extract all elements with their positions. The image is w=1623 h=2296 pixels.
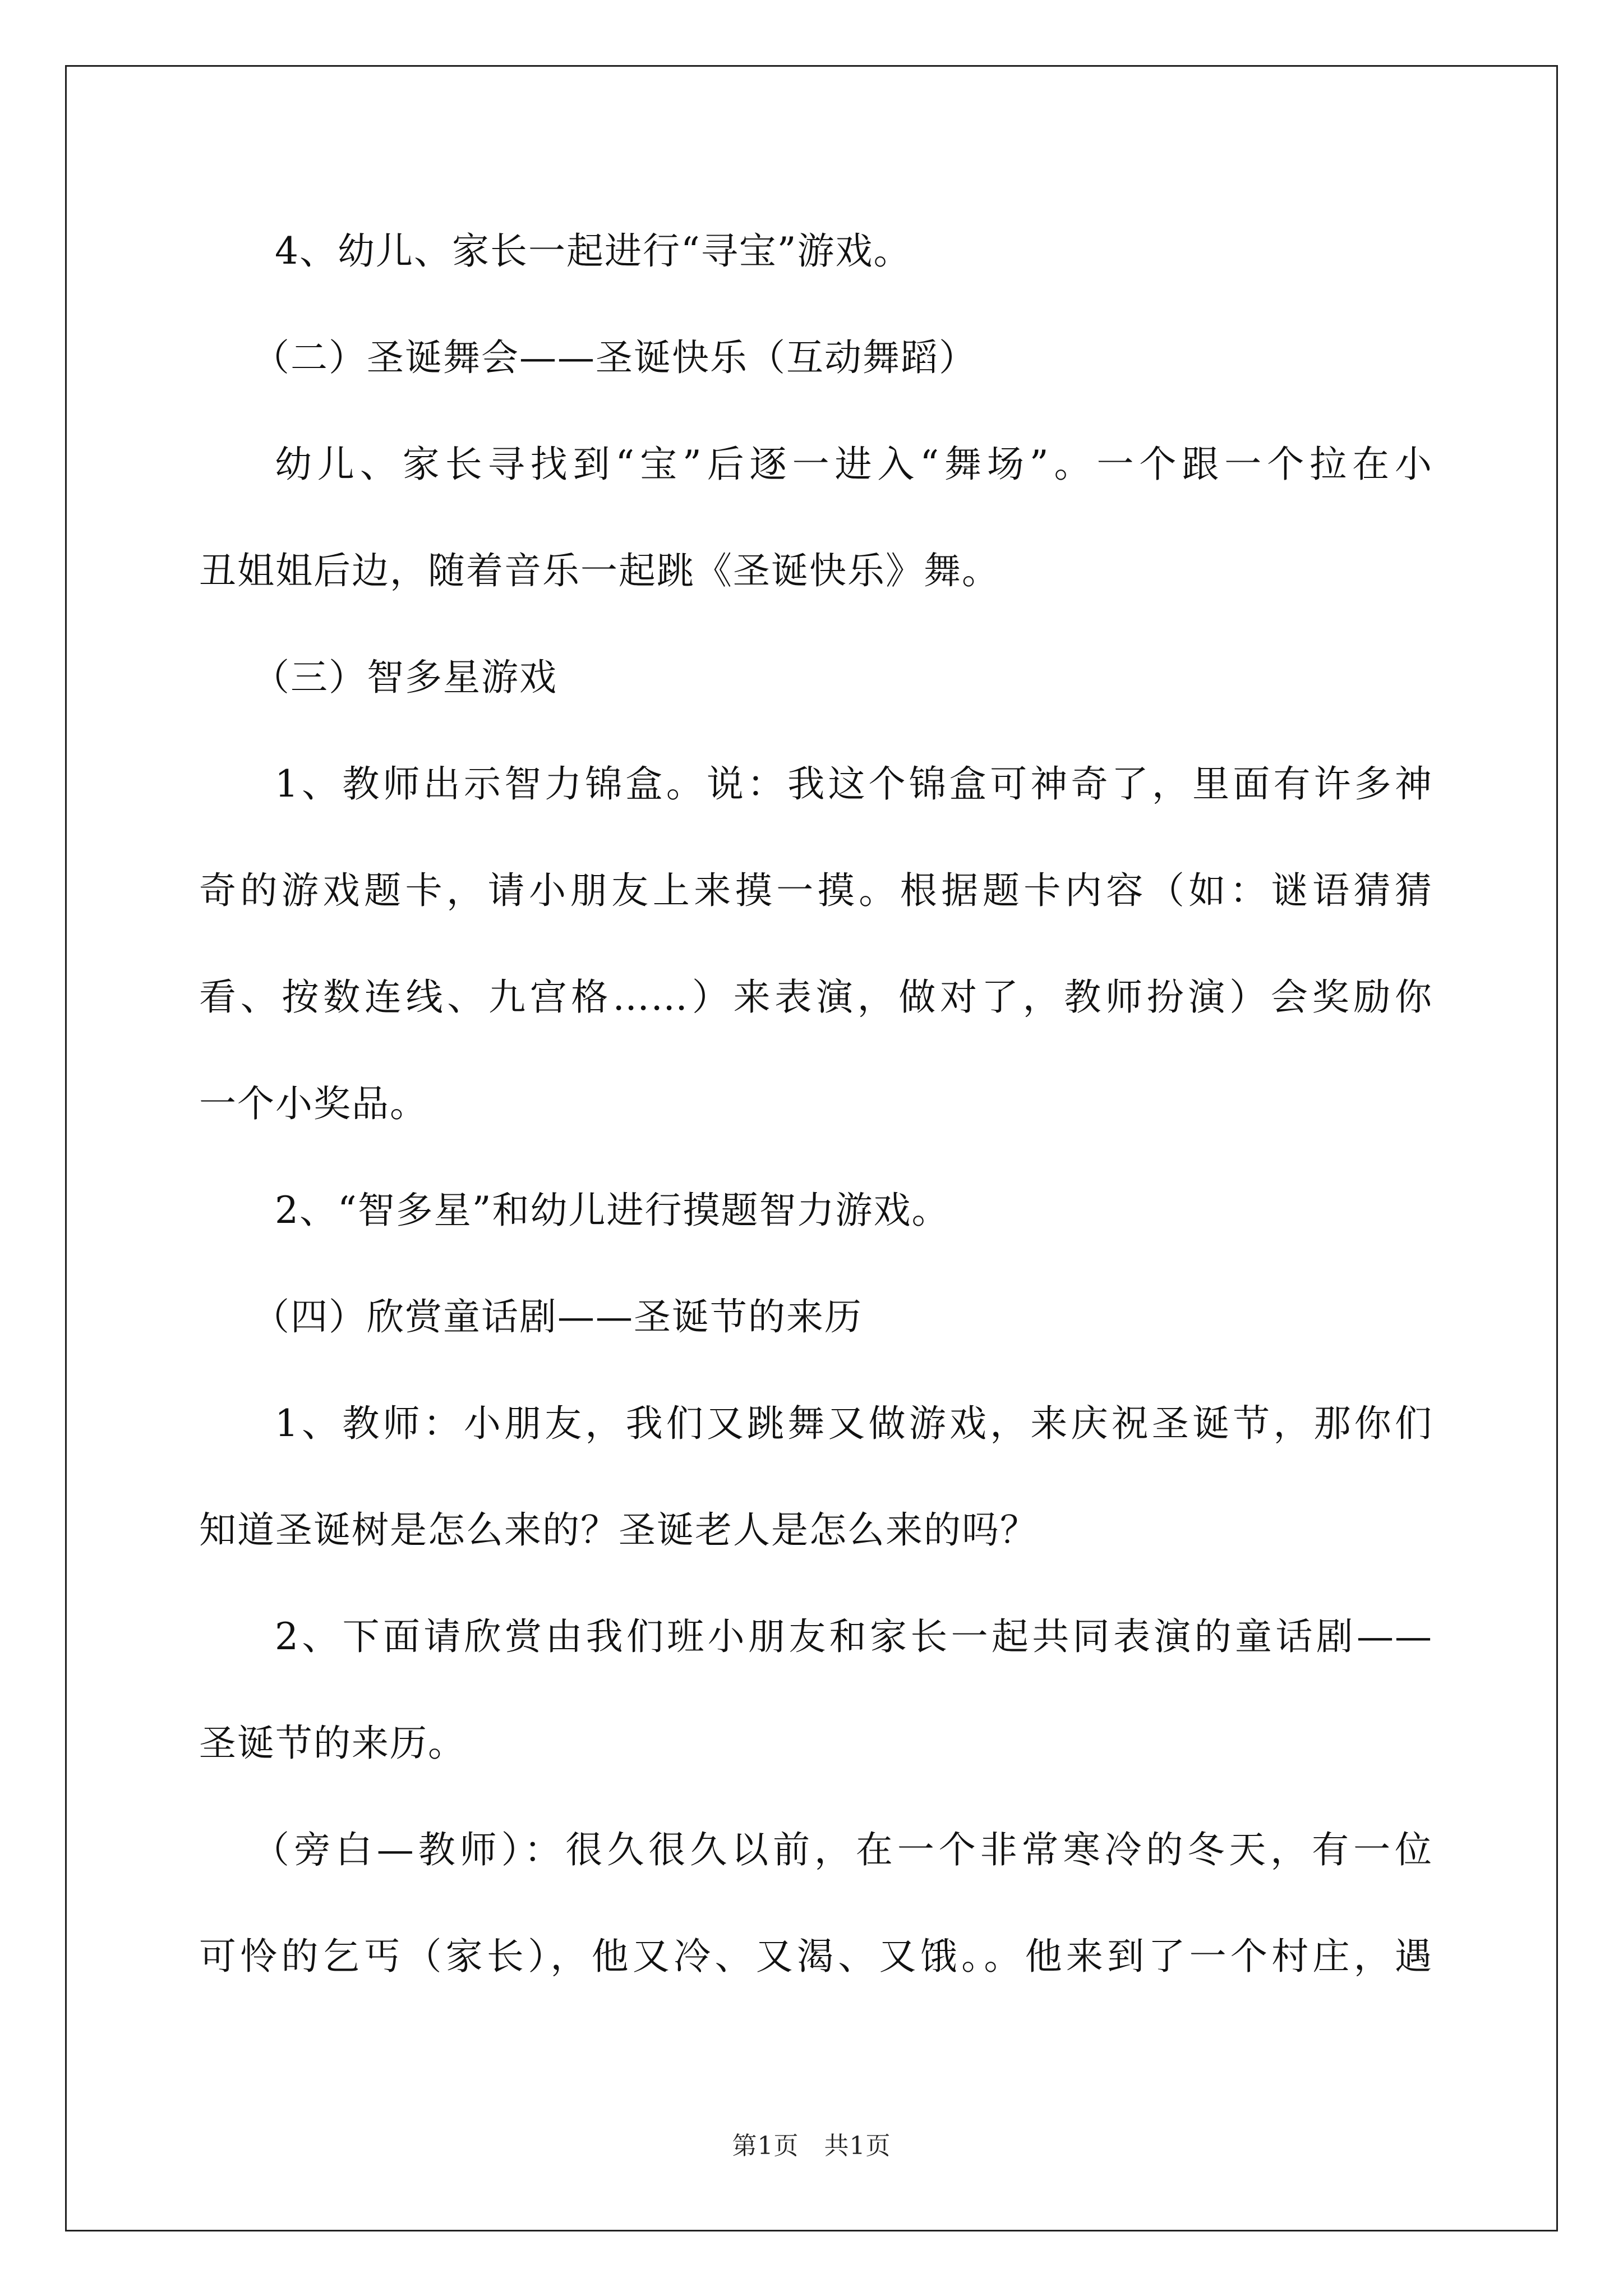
paragraph-line: 1、教师：小朋友，我们又跳舞又做游戏，来庆祝圣诞节，那你们 <box>275 1402 1433 1445</box>
paragraph-line: 可怜的乞丐（家长），他又冷、又渴、又饿。。他来到了一个村庄，遇 <box>199 1935 1433 1978</box>
section-heading: （三）智多星游戏 <box>252 656 557 699</box>
paragraph-line: 圣诞节的来历。 <box>199 1722 466 1765</box>
paragraph-line: 知道圣诞树是怎么来的？圣诞老人是怎么来的吗？ <box>199 1508 1038 1552</box>
page-border <box>65 65 1558 2231</box>
paragraph-line: 2、“智多星”和幼儿进行摸题智力游戏。 <box>275 1189 950 1232</box>
paragraph-line: 4、幼儿、家长一起进行“寻宝”游戏。 <box>275 229 912 273</box>
page-footer: 第1页 共1页 <box>732 2132 891 2160</box>
section-heading: （四）欣赏童话剧——圣诞节的来历 <box>252 1295 863 1338</box>
paragraph-line: （旁白—教师）：很久很久以前，在一个非常寒冷的冬天，有一位 <box>252 1828 1433 1871</box>
paragraph-line: 1、教师出示智力锦盒。说：我这个锦盒可神奇了，里面有许多神 <box>275 762 1433 806</box>
section-heading: （二）圣诞舞会——圣诞快乐（互动舞蹈） <box>252 336 977 379</box>
paragraph-line: 看、按数连线、九宫格……）来表演，做对了，教师扮演）会奖励你 <box>199 976 1433 1019</box>
paragraph-line: 2、下面请欣赏由我们班小朋友和家长一起共同表演的童话剧—— <box>275 1615 1433 1658</box>
paragraph-line: 奇的游戏题卡，请小朋友上来摸一摸。根据题卡内容（如：谜语猜猜 <box>199 869 1433 912</box>
paragraph-line: 幼儿、家长寻找到“宝”后逐一进入“舞场”。一个跟一个拉在小 <box>275 443 1433 486</box>
paragraph-line: 一个小奖品。 <box>199 1082 428 1125</box>
paragraph-line: 丑姐姐后边，随着音乐一起跳《圣诞快乐》舞。 <box>199 549 1000 592</box>
